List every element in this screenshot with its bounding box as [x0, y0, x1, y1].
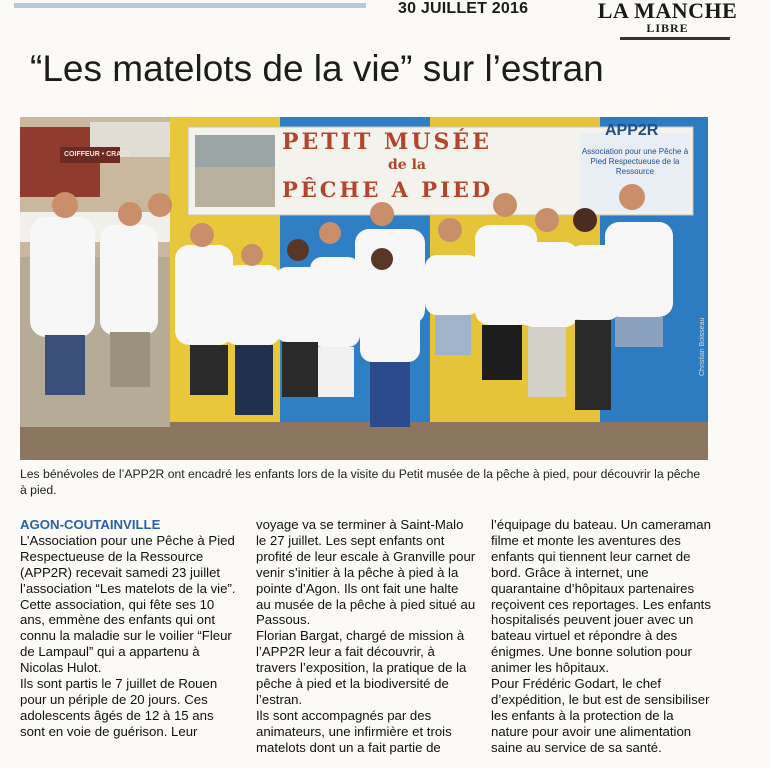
shop-sign: COIFFEUR • CRAZY: [64, 151, 131, 158]
banner-title-line2: de la: [388, 157, 426, 173]
masthead-line1: LA MANCHE: [597, 0, 738, 23]
article-dateline: AGON-COUTAINVILLE: [20, 517, 161, 532]
article-column-2: [256, 517, 476, 756]
photo-caption: Les bénévoles de l’APP2R ont encadré les enfants lors de la visite du Petit musée de la pêche à pied, pour découvrir la pêche à pied.: [20, 467, 701, 497]
article-paragraph: l’équipage du bateau. Un cameraman filme et monte les aventures des enfants qui tiennent leur carnet de bord. Grâce à internet, une quarantaine d’hôpitaux partenaires reçoivent ces reportages. Les enfants hospitalisés peuvent jouer avec un bateau virtuel et répondre à des énigmes. Une bonne solution pour animer les hôpitaux.: [491, 517, 711, 676]
article-paragraph: Cette association, qui fête ses 10 ans, emmène des enfants qui ont connu la maladie sur le voilier “Fleur de Lampaul” qui a appartenu à Nicolas Hulot.: [20, 596, 232, 676]
header-rule: [14, 3, 366, 8]
masthead-logo: [585, 0, 750, 34]
banner-title-line1: PETIT MUSÉE: [282, 129, 492, 155]
article-paragraph: Pour Frédéric Godart, le chef d’expédition, le but est de sensibiliser les enfants à la protection de la nature pour avoir une alimentation saine au service de sa santé.: [491, 676, 710, 755]
article-photo: [20, 117, 708, 460]
masthead-underline: [620, 37, 730, 40]
article-paragraph: L’Association pour une Pêche à Pied Respectueuse de la Ressource (APP2R) recevait samedi 23 juillet l’association “Les matelots de la vie”.: [20, 532, 236, 596]
article-headline: “Les matelots de la vie” sur l’estran: [30, 48, 604, 89]
banner-org-name: APP2R: [605, 122, 659, 139]
article-paragraph: Florian Bargat, chargé de mission à l’APP2R leur a fait découvrir, à travers l’exposition, la pratique de la pêche à pied et la biodiversité de l’estran.: [256, 628, 467, 707]
article-paragraph: Ils sont accompagnés par des animateurs, une infirmière et trois matelots dont un a fait partie de: [256, 707, 452, 755]
article-paragraph: Ils sont partis le 7 juillet de Rouen pour un périple de 20 jours. Ces adolescents âgés de 12 à 15 ans sont en voie de guérison. Leur: [20, 676, 218, 739]
article-column-1: [20, 517, 240, 740]
issue-date: 30 JUILLET 2016: [398, 0, 529, 17]
article-column-3: [491, 517, 711, 756]
banner-org-description: Association pour une Pêche à Pied Respectueuse de la Ressource: [581, 147, 689, 176]
photo-credit: Christian Boisseau: [699, 317, 706, 376]
article-paragraph: voyage va se terminer à Saint-Malo le 27 juillet. Les sept enfants ont profité de leur escale à Granville pour venir s’initier à la pêche à pied à la pointe d’Agon. Ils ont fait une halte au musée de la pêche à pied situé au Passous.: [256, 517, 476, 628]
masthead-line2: LIBRE: [646, 21, 689, 35]
banner-title-line3: PÊCHE A PIED: [282, 177, 494, 202]
